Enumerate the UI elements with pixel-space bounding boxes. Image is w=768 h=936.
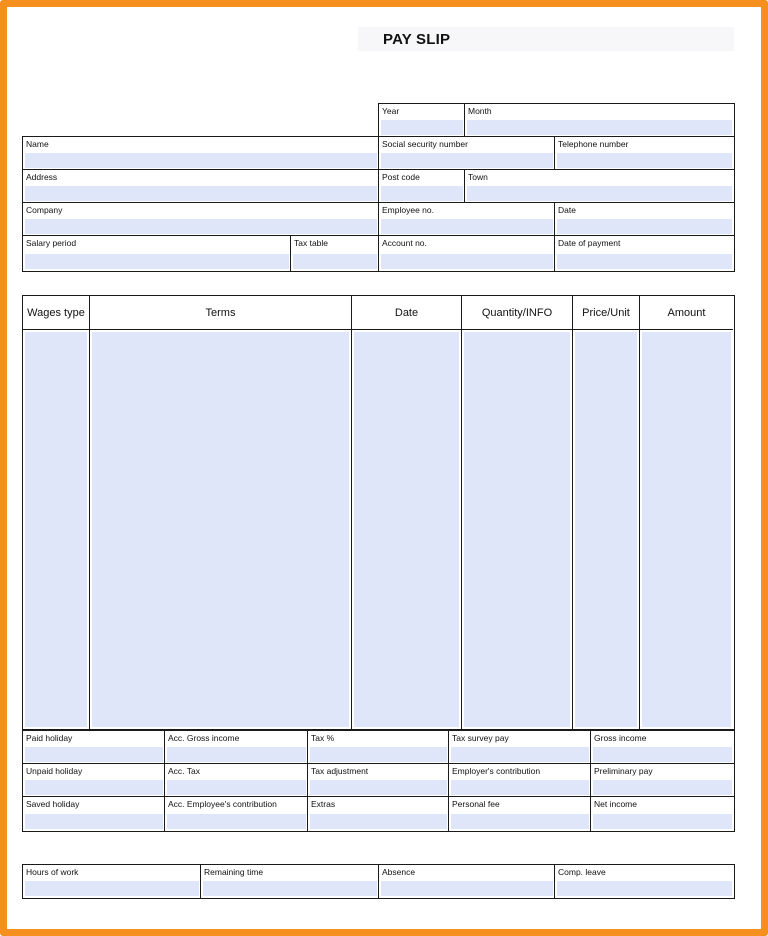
comp-leave-field[interactable] xyxy=(557,881,732,896)
paid-holiday-field[interactable] xyxy=(25,747,163,762)
tax-survey-pay-label: Tax survey pay xyxy=(452,733,509,743)
address-cell xyxy=(22,169,380,204)
terms-column xyxy=(90,330,352,729)
personal-fee-cell xyxy=(448,796,592,832)
name-label: Name xyxy=(26,139,49,149)
month-field[interactable] xyxy=(467,120,732,135)
extras-label: Extras xyxy=(311,799,336,809)
tax-table-cell xyxy=(290,235,380,272)
tax-adjustment-field[interactable] xyxy=(310,780,447,795)
header-date xyxy=(352,296,462,330)
acc-gross-income-field[interactable] xyxy=(167,747,306,762)
paid-holiday-label: Paid holiday xyxy=(26,733,73,743)
tax-adjustment-label: Tax adjustment xyxy=(311,766,369,776)
saved-holiday-cell xyxy=(22,796,166,832)
salary-period-field[interactable] xyxy=(25,254,289,269)
gross-income-cell xyxy=(590,730,735,765)
address-label: Address xyxy=(26,172,58,182)
tax-percent-field[interactable] xyxy=(310,747,447,762)
remaining-time-cell xyxy=(200,864,380,899)
quantity-info-field[interactable] xyxy=(464,332,570,727)
year-cell xyxy=(378,103,466,138)
acc-tax-label: Acc. Tax xyxy=(168,766,200,776)
telephone-label: Telephone number xyxy=(558,139,629,149)
header-date-label: Date xyxy=(394,306,419,319)
quantity-info-column xyxy=(462,330,573,729)
tax-percent-label: Tax % xyxy=(311,733,335,743)
paid-holiday-cell xyxy=(22,730,166,765)
header-amount-label: Amount xyxy=(667,306,706,319)
tax-table-field[interactable] xyxy=(293,254,377,269)
company-label: Company xyxy=(26,205,63,215)
saved-holiday-label: Saved holiday xyxy=(26,799,80,809)
telephone-field[interactable] xyxy=(557,153,732,168)
net-income-field[interactable] xyxy=(593,814,732,829)
personal-fee-label: Personal fee xyxy=(452,799,500,809)
terms-field[interactable] xyxy=(92,332,349,727)
comp-leave-cell xyxy=(554,864,735,899)
post-code-label: Post code xyxy=(382,172,420,182)
remaining-time-label: Remaining time xyxy=(204,867,264,877)
preliminary-pay-field[interactable] xyxy=(593,780,732,795)
name-cell xyxy=(22,136,380,171)
telephone-cell xyxy=(554,136,735,171)
year-label: Year xyxy=(382,106,400,116)
date-of-payment-field[interactable] xyxy=(557,254,732,269)
date-of-payment-cell xyxy=(554,235,735,272)
hours-of-work-label: Hours of work xyxy=(26,867,79,877)
employee-no-cell xyxy=(378,202,556,237)
company-field[interactable] xyxy=(25,219,377,234)
post-code-cell xyxy=(378,169,466,204)
preliminary-pay-label: Preliminary pay xyxy=(594,766,653,776)
hours-of-work-cell xyxy=(22,864,202,899)
absence-field[interactable] xyxy=(381,881,553,896)
company-cell xyxy=(22,202,380,237)
date-column xyxy=(352,330,462,729)
tax-table-label: Tax table xyxy=(294,238,329,248)
absence-label: Absence xyxy=(382,867,416,877)
acc-gross-income-cell xyxy=(164,730,309,765)
header-quantity-info xyxy=(462,296,573,330)
net-income-cell xyxy=(590,796,735,832)
acc-employees-contribution-field[interactable] xyxy=(167,814,306,829)
amount-column xyxy=(640,330,733,729)
header-price-unit-label: Price/Unit xyxy=(582,306,630,319)
account-no-cell xyxy=(378,235,556,272)
comp-leave-label: Comp. leave xyxy=(558,867,606,877)
header-terms-label: Terms xyxy=(205,306,236,319)
header-wages-type xyxy=(23,296,90,330)
salary-period-cell xyxy=(22,235,292,272)
employers-contribution-label: Employer's contribution xyxy=(452,766,541,776)
preliminary-pay-cell xyxy=(590,763,735,798)
gross-income-field[interactable] xyxy=(593,747,732,762)
tax-adjustment-cell xyxy=(307,763,450,798)
net-income-label: Net income xyxy=(594,799,637,809)
acc-gross-income-label: Acc. Gross income xyxy=(168,733,240,743)
remaining-time-field[interactable] xyxy=(203,881,377,896)
ssn-field[interactable] xyxy=(381,153,553,168)
extras-field[interactable] xyxy=(310,814,447,829)
date-of-payment-label: Date of payment xyxy=(558,238,621,248)
acc-employees-contribution-label: Acc. Employee's contribution xyxy=(168,799,277,809)
salary-period-label: Salary period xyxy=(26,238,77,248)
acc-employees-contribution-cell xyxy=(164,796,309,832)
wages-type-field[interactable] xyxy=(25,332,87,727)
date-col-field[interactable] xyxy=(354,332,459,727)
town-label: Town xyxy=(468,172,488,182)
acc-tax-cell xyxy=(164,763,309,798)
acc-tax-field[interactable] xyxy=(167,780,306,795)
saved-holiday-field[interactable] xyxy=(25,814,163,829)
date-field[interactable] xyxy=(557,219,732,234)
gross-income-label: Gross income xyxy=(594,733,647,743)
header-amount xyxy=(640,296,733,330)
unpaid-holiday-field[interactable] xyxy=(25,780,163,795)
town-cell xyxy=(464,169,735,204)
tax-survey-pay-cell xyxy=(448,730,592,765)
hours-of-work-field[interactable] xyxy=(25,881,199,896)
employee-no-label: Employee no. xyxy=(382,205,434,215)
employers-contribution-cell xyxy=(448,763,592,798)
wages-table xyxy=(22,295,735,730)
header-quantity-info-label: Quantity/INFO xyxy=(481,306,553,319)
price-unit-column xyxy=(573,330,640,729)
date-label: Date xyxy=(558,205,576,215)
tax-survey-pay-field[interactable] xyxy=(451,747,589,762)
employee-no-field[interactable] xyxy=(381,219,553,234)
name-field[interactable] xyxy=(25,153,377,168)
wages-type-column xyxy=(23,330,90,729)
header-terms xyxy=(90,296,352,330)
unpaid-holiday-label: Unpaid holiday xyxy=(26,766,83,776)
account-no-label: Account no. xyxy=(382,238,427,248)
ssn-cell xyxy=(378,136,556,171)
post-code-field[interactable] xyxy=(381,186,463,201)
employers-contribution-field[interactable] xyxy=(451,780,589,795)
page-title: PAY SLIP xyxy=(383,31,451,48)
unpaid-holiday-cell xyxy=(22,763,166,798)
tax-percent-cell xyxy=(307,730,450,765)
year-field[interactable] xyxy=(381,120,463,135)
extras-cell xyxy=(307,796,450,832)
month-label: Month xyxy=(468,106,492,116)
month-cell xyxy=(464,103,735,138)
personal-fee-field[interactable] xyxy=(451,814,589,829)
price-unit-field[interactable] xyxy=(575,332,637,727)
header-wages-type-label: Wages type xyxy=(27,306,85,319)
date-cell xyxy=(554,202,735,237)
account-no-field[interactable] xyxy=(381,254,553,269)
header-price-unit xyxy=(573,296,640,330)
absence-cell xyxy=(378,864,556,899)
town-field[interactable] xyxy=(467,186,732,201)
ssn-label: Social security number xyxy=(382,139,468,149)
address-field[interactable] xyxy=(25,186,377,201)
amount-field[interactable] xyxy=(642,332,731,727)
